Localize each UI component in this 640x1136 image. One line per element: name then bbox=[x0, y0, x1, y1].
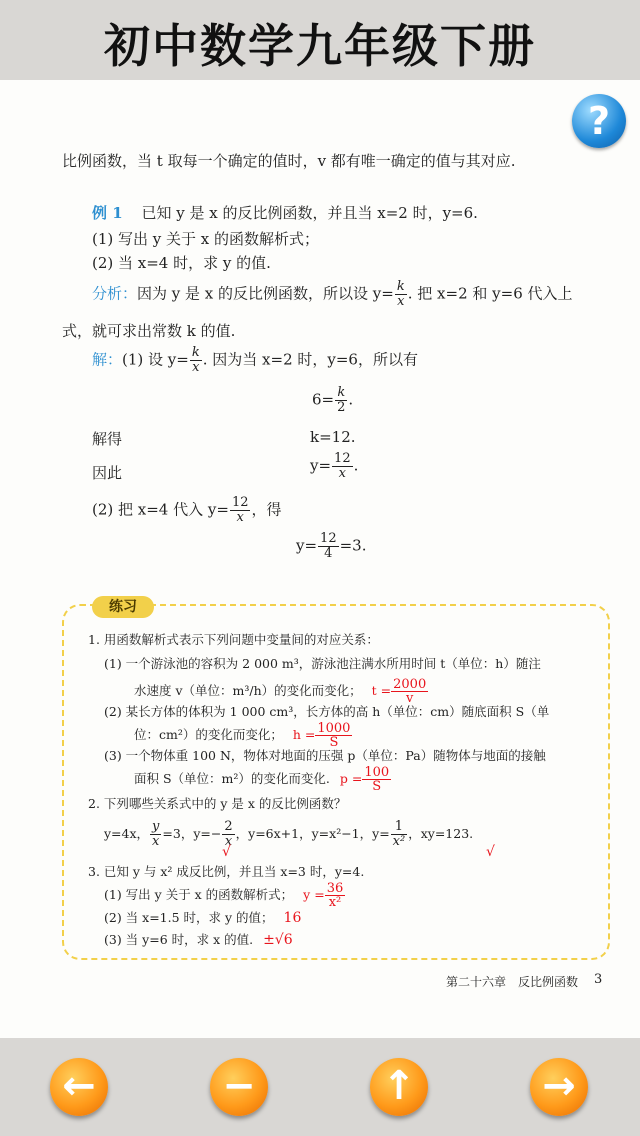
answer-3-2: 16 bbox=[283, 910, 302, 926]
solution-line-1 bbox=[92, 346, 418, 375]
equation-3: y= $\frac{12}{x}$ . bbox=[310, 451, 359, 481]
example-statement: 已知 y 是 x 的反比例函数，并且当 x=2 时，y=6. bbox=[141, 204, 478, 222]
app-title: 初中数学九年级下册 bbox=[104, 19, 536, 73]
equation-4: y= $\frac{12}{4}$ =3. bbox=[296, 531, 367, 561]
solution-text-1a: (1) 设 y= bbox=[122, 350, 189, 369]
exercise-1-1a: (1) 一个游泳池的容积为 2 000 m³，游泳池注满水所用时间 t（单位：h）随注 bbox=[104, 656, 541, 671]
solution-text-1b: . 因为当 x=2 时，y=6，所以有 bbox=[202, 350, 418, 369]
answer-1-3: p = $\frac{100}{S}$ bbox=[339, 765, 390, 794]
answer-1-1: t = $\frac{2000}{v}$ bbox=[371, 677, 427, 706]
fraction-k-over-x: $\frac{k}{x}$ bbox=[396, 279, 405, 309]
example-q1: (1) 写出 y 关于 x 的函数解析式； bbox=[92, 230, 320, 248]
title-bar bbox=[0, 0, 640, 80]
arrow-up-icon: ↑ bbox=[382, 1063, 416, 1109]
exercise-3: 3. 已知 y 与 x² 成反比例，并且当 x=3 时，y=4. bbox=[88, 864, 365, 879]
chapter-footer: 第二十六章 反比例函数 bbox=[446, 975, 579, 989]
exercise-1-1b: 水速度 v（单位：m³/h）的变化而变化； t = $\frac{2000}{v}$ bbox=[134, 677, 427, 706]
analysis-line-2: 式，就可求出常数 k 的值. bbox=[62, 322, 236, 340]
minus-icon: − bbox=[222, 1063, 256, 1109]
intro-text: 比例函数，当 t 取每一个确定的值时，v 都有唯一确定的值与其对应. bbox=[62, 152, 516, 170]
up-button[interactable] bbox=[370, 1058, 428, 1116]
page-number: 3 bbox=[594, 972, 603, 987]
check-mark-1: √ bbox=[222, 844, 231, 860]
analysis-line-1 bbox=[92, 280, 573, 309]
exercise-tag: 练习 bbox=[92, 596, 154, 618]
exercise-1-3b: 面积 S（单位：m²）的变化而变化. p = $\frac{100}{S}$ bbox=[134, 765, 390, 794]
analysis-text-1b: . 把 x=2 和 y=6 代入上 bbox=[407, 284, 573, 303]
solve-label: 解得 bbox=[92, 430, 123, 448]
minus-button[interactable] bbox=[210, 1058, 268, 1116]
answer-1-2: h = $\frac{1000}{S}$ bbox=[292, 721, 351, 750]
analysis-label: 分析： bbox=[92, 284, 138, 303]
fraction-k-over-x-2: $\frac{k}{x}$ bbox=[191, 345, 200, 375]
exercise-3-1: (1) 写出 y 关于 x 的函数解析式； y = $\frac{36}{\text{x²}}$ bbox=[104, 881, 344, 910]
equation-1: 6= $\frac{k}{2}$ . bbox=[312, 385, 354, 415]
thus-label: 因此 bbox=[92, 464, 123, 482]
back-button[interactable] bbox=[50, 1058, 108, 1116]
exercise-3-2: (2) 当 x=1.5 时，求 y 的值； 16 bbox=[104, 910, 302, 926]
equation-2: k=12. bbox=[310, 428, 356, 446]
exercise-1-2b: 位：cm²）的变化而变化； h = $\frac{1000}{S}$ bbox=[134, 721, 351, 750]
solution-line-2: (2) 把 x=4 代入 y= $\frac{12}{x}$ ，得 bbox=[92, 495, 282, 525]
example-label: 例 1 bbox=[92, 204, 123, 222]
arrow-left-icon: ← bbox=[62, 1063, 96, 1109]
example-line bbox=[92, 202, 478, 223]
exercise-2: 2. 下列哪些关系式中的 y 是 x 的反比例函数？ bbox=[88, 796, 347, 811]
solution-label: 解： bbox=[92, 350, 123, 369]
example-q2: (2) 当 x=4 时，求 y 的值. bbox=[92, 254, 271, 272]
exercise-1: 1. 用函数解析式表示下列问题中变量间的对应关系： bbox=[88, 632, 379, 647]
forward-button[interactable] bbox=[530, 1058, 588, 1116]
analysis-text-1a: 因为 y 是 x 的反比例函数，所以设 y= bbox=[137, 284, 394, 303]
exercise-1-3a: (3) 一个物体重 100 N，物体对地面的压强 p（单位：Pa）随物体与地面的接触 bbox=[104, 748, 546, 763]
arrow-right-icon: → bbox=[542, 1063, 576, 1109]
exercise-3-3: (3) 当 y=6 时，求 x 的值. ±√6 bbox=[104, 932, 293, 948]
answer-3-3: ±√6 bbox=[263, 932, 293, 948]
question-icon: ? bbox=[587, 99, 611, 143]
exercise-2-items: y=4x， $\frac{y}{x}$ =3，y=− $\frac{2}{x}$ ，y=6x+1，y=x²−1，y= $\frac{1}{\text{x²}}$ ，xy=123. bbox=[104, 819, 474, 849]
answer-3-1: y = $\frac{36}{\text{x²}}$ bbox=[303, 881, 344, 910]
exercise-1-2a: (2) 某长方体的体积为 1 000 cm³，长方体的高 h（单位：cm）随底面积 S（单 bbox=[104, 704, 550, 719]
help-button[interactable] bbox=[572, 94, 626, 148]
check-mark-2: √ bbox=[486, 844, 495, 860]
